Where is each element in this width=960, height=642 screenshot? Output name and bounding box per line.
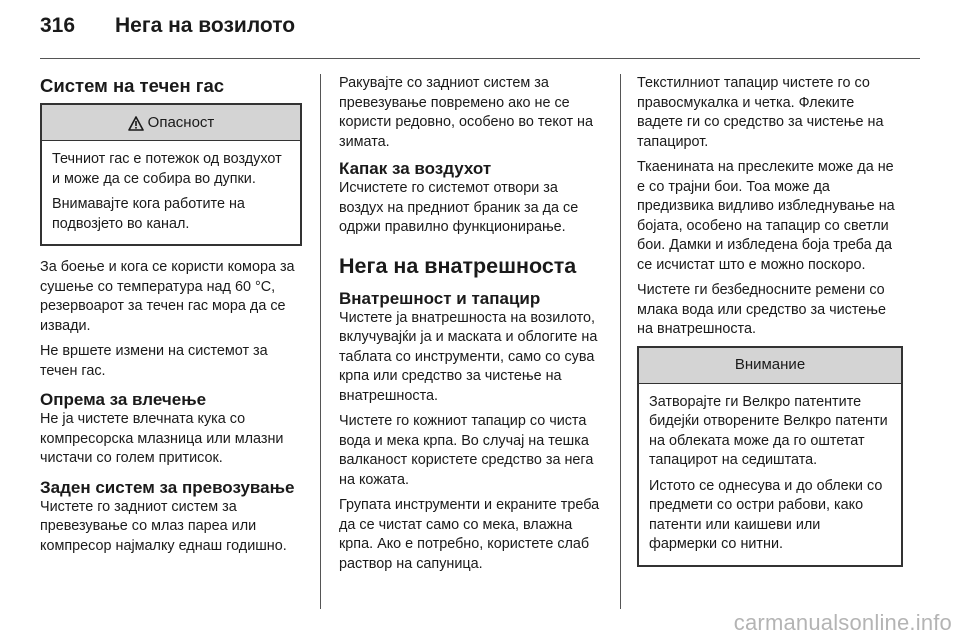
warning-triangle-icon — [128, 116, 144, 131]
towing-text: Не ја чистете влечната кука со компресорска млазница или млазни чистачи со голем притисок. — [40, 411, 284, 466]
header-divider — [40, 58, 920, 59]
watermark: carmanualsonline.info — [733, 610, 952, 635]
air-vent-text: Исчистете го системот отвори за воздух на предниот браник за да се одржи правилно функционирање. — [339, 180, 579, 235]
section-title-lpg: Систем на течен гас — [40, 75, 225, 96]
page-number: 316 — [40, 14, 76, 37]
seatbelt-paragraph: Чистете ги безбедносните ремени со млака вода или средство за чистење на внатрешноста. — [637, 282, 886, 337]
interior-paragraph-3: Групата инструменти и екраните треба да се чистат само со мека, влажна крпа. Ако е потребно, користете слаб раствор на сапуница. — [339, 497, 600, 572]
caution-box-header — [639, 348, 901, 384]
lpg-paragraph-1: За боење и кога се користи комора за сушење со температура над 60 °C, резервоарот за течен гас мора да се извади. — [40, 259, 295, 334]
rear-carrier-title: Заден систем за превозување — [40, 477, 295, 497]
textile-paragraph-1: Текстилниот тапацир чистете го со правосмукалка и четка. Флеките вадете ги со средство за чистење на тапацирот. — [637, 75, 884, 150]
lpg-paragraph-2: Не вршете измени на системот за течен гас. — [40, 343, 268, 379]
danger-text-2: Внимавајте кога работите на подвозјето во канал. — [52, 196, 245, 232]
caution-box-title: Внимание — [734, 356, 806, 374]
towing-title: Опрема за влечење — [40, 390, 207, 409]
chapter-title: Нега на возилото — [115, 14, 296, 37]
column-divider-1 — [320, 74, 321, 609]
column-2 — [339, 74, 605, 580]
textile-paragraph-2: Ткаенината на преслеките може да не е со трајни бои. Тоа може да предизвика видливо избледнување на бојата, особено на тапацир со светли бои. Дамки и избледена боја треба да се исчистат што е можно поскоро. — [637, 159, 895, 273]
column-divider-2 — [620, 74, 621, 609]
danger-box — [40, 103, 302, 246]
interior-paragraph-1: Чистете ја внатрешноста на возилото, вклучувајќи ја и маската и облогите на таблата со инструменти, само со сува крпа или средство за чистење на внатрешноста. — [339, 309, 598, 404]
interior-upholstery-title: Внатрешност и тапацир — [339, 288, 541, 308]
column-3 — [637, 74, 903, 579]
caution-text-1: Затворајте ги Велкро патентите бидејќи отворените Велкро патенти на облеката може да го оштетат тапацирот на седиштата. — [649, 393, 888, 468]
rear-carrier-continued: Ракувајте со задниот систем за превезување повремено ако не се користи редовно, особено во текот на зимата. — [339, 75, 594, 150]
danger-text-1: Течниот гас е потежок од воздухот и може да се собира во дупки. — [52, 151, 282, 187]
column-1 — [40, 74, 302, 562]
air-vent-title: Капак за воздухот — [339, 159, 492, 178]
interior-paragraph-2: Чистете го кожниот тапацир со чиста вода и мека крпа. Во случај на тешка валканост користете средство за нега на кожата. — [339, 413, 594, 488]
caution-text-2: Истото се однесува и до облеки со предмети со остри рабови, како патенти или каишеви или фармерки со нитни. — [649, 477, 883, 552]
caution-box — [637, 346, 903, 567]
page-header — [40, 14, 295, 46]
danger-box-title: Опасност — [147, 113, 215, 131]
section-title-interior: Нега на внатрешноста — [339, 253, 577, 278]
rear-carrier-text: Чистете го задниот систем за превезување со млаз пареа или компресор најмалку еднаш годишно. — [40, 498, 287, 554]
danger-box-header — [42, 105, 300, 141]
